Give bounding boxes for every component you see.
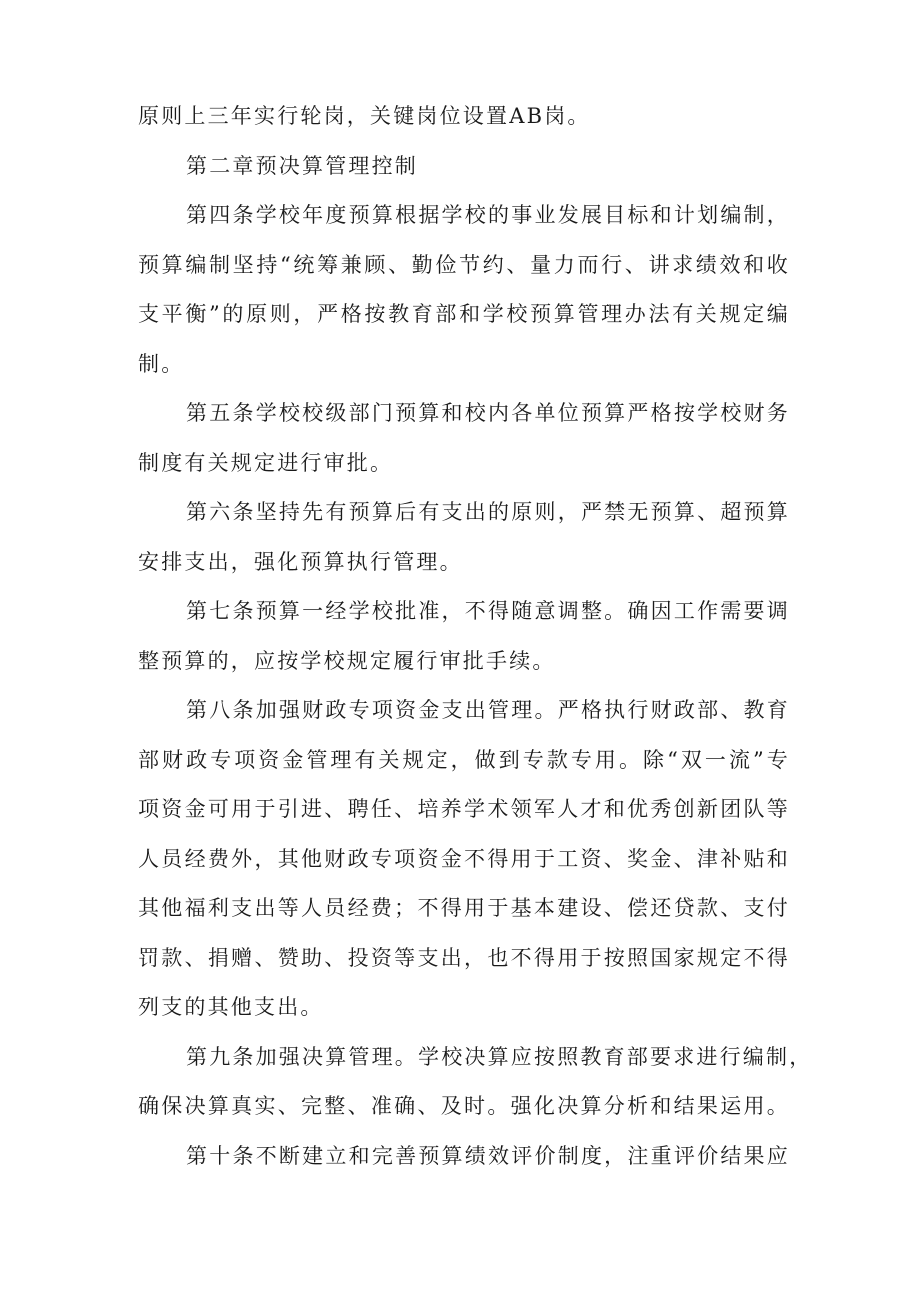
text-line: 列支的其他支出。 <box>138 995 324 1019</box>
text-line: 制。 <box>138 351 185 376</box>
text-line: 第九条加强决算管理。学校决算应按照教育部要求进行编制， <box>186 1044 813 1069</box>
text-line: 制度有关规定进行审批。 <box>138 450 394 475</box>
text-line: 人员经费外，其他财政专项资金不得用于工资、奖金、津补贴和 <box>138 846 790 871</box>
text-line: 预算编制坚持“统筹兼顾、勤俭节约、量力而行、讲求绩效和收 <box>138 252 790 277</box>
document-body <box>138 92 813 1181</box>
text-line: 确保决算真实、完整、准确、及时。强化决算分析和结果运用。 <box>138 1094 790 1118</box>
text-line: 其他福利支出等人员经费；不得用于基本建设、偿还贷款、支付 <box>138 896 790 920</box>
text-line: 第七条预算一经学校批准，不得随意调整。确因工作需要调 <box>186 599 790 623</box>
text-line: 项资金可用于引进、聘任、培养学术领军人才和优秀创新团队等 <box>138 797 790 821</box>
text-line: 第五条学校校级部门预算和校内各单位预算严格按学校财务 <box>186 401 790 425</box>
text-line: 第八条加强财政专项资金支出管理。严格执行财政部、教育 <box>186 698 790 722</box>
text-line: 第四条学校年度预算根据学校的事业发展目标和计划编制， <box>186 203 790 227</box>
text-line: 安排支出，强化预算执行管理。 <box>138 549 463 574</box>
text-line: 第六条坚持先有预算后有支出的原则，严禁无预算、超预算 <box>186 500 790 524</box>
text-line: 原则上三年实行轮岗，关键岗位设置AB岗。 <box>138 104 591 128</box>
text-line: 第十条不断建立和完善预算绩效评价制度，注重评价结果应 <box>186 1143 790 1168</box>
text-line: 部财政专项资金管理有关规定，做到专款专用。除“双一流”专 <box>138 747 790 772</box>
chapter-heading: 第二章预决算管理控制 <box>186 153 418 178</box>
text-line: 罚款、捐赠、赞助、投资等支出，也不得用于按照国家规定不得 <box>138 945 790 970</box>
text-line: 支平衡”的原则，严格按教育部和学校预算管理办法有关规定编 <box>138 302 790 326</box>
text-line: 整预算的，应按学校规定履行审批手续。 <box>138 648 556 673</box>
